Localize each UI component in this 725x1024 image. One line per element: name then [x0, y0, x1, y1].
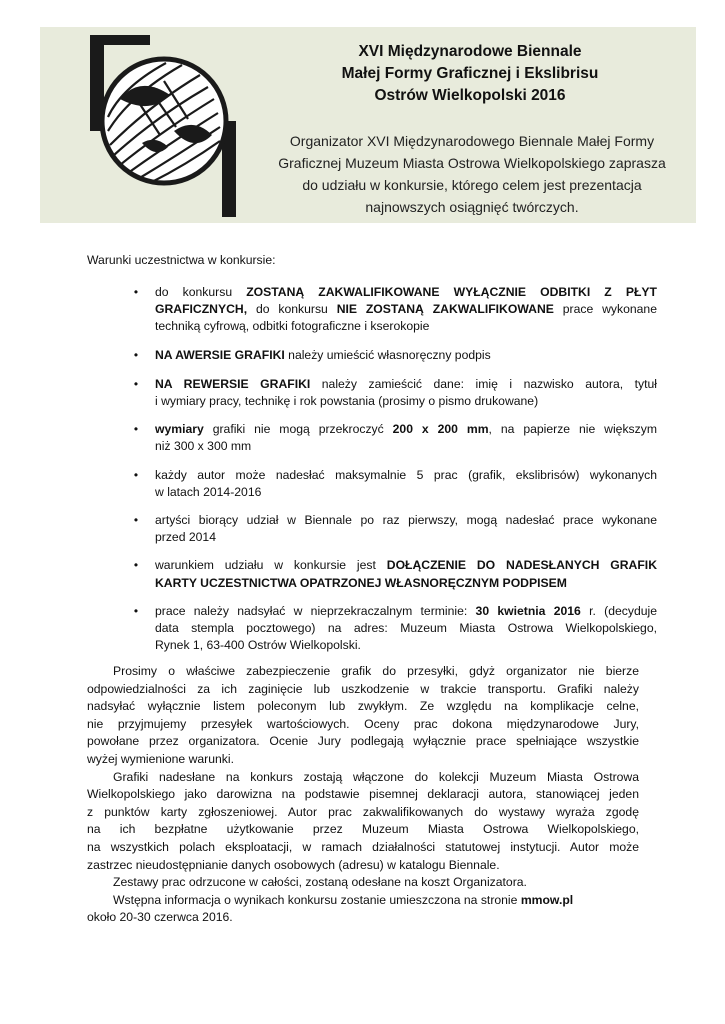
paragraph: Prosimy o właściwe zabezpieczenie grafik do przesyłki, gdyż organizator nie bierze odpowiedzialności za ich zaginięcie lub uszkodzenie w trakcie transportu. Grafiki należy nadsyłać wyłącznie listem poleconym lub zwykłym. Ze względu na komplikacje celne, nie przyjmujemy przesyłek wartościowych. Oceny prac dokona międzynarodowe Jury, powołane przez organizatora. Ocenie Jury podlegają wyłącznie prace spełniające wszystkie wyżej wymienione warunki.	[87, 664, 639, 766]
page-title	[250, 41, 690, 107]
website-link: mmow.pl	[520, 892, 574, 907]
paragraph: Grafiki nadesłane na konkurs zostają włączone do kolekcji Muzeum Miasta Ostrowa Wielkopolskiego jako darowizna na podstawie pisemnej deklaracji autora, stanowiącej jeden z punktów karty zgłoszeniowej. Autor prac zakwalifikowanych do wystawy wyraża zgodę na ich bezpłatne użytkowanie przez Muzeum Miasta Ostrowa Wielkopolskiego, na wszystkich polach eksploatacji, w ramach działalności statutowej instytucji. Autor może zastrzec nieudostępnianie danych osobowych (adresu) w katalogu Biennale.	[87, 769, 639, 872]
bullet-icon: •	[133, 422, 139, 437]
condition-item: • artyści biorący udział w Biennale po raz pierwszy, mogą nadesłać prace wykonane przed 2014	[131, 512, 657, 546]
condition-item: • wymiary grafiki nie mogą przekroczyć 200 x 200 mm, na papierze nie większym niż 300 x 300 mm	[131, 421, 657, 455]
intro-line: najnowszych osiągnięć twórczych.	[365, 199, 579, 215]
conditions-list	[131, 284, 657, 654]
title-line: XVI Międzynarodowe Biennale	[358, 43, 582, 60]
bullet-icon: •	[133, 285, 139, 299]
intro-line: do udziału w konkursie, którego celem jest prezentacja	[302, 177, 642, 193]
bullet-icon: •	[133, 467, 139, 482]
paragraph: Wstępna informacja o wynikach konkursu zostanie umieszczona na stronie mmow.pl około 20-30 czerwca 2016.	[87, 892, 574, 925]
biennale-logo	[90, 35, 238, 217]
intro-line: Organizator XVI Międzynarodowego Biennale Małej Formy	[289, 133, 655, 149]
condition-item: • NA AWERSIE GRAFIKI należy umieścić własnoręczny podpis	[131, 347, 657, 364]
title-line: Ostrów Wielkopolski 2016	[374, 87, 566, 104]
condition-item: • prace należy nadsyłać w nieprzekraczalnym terminie: 30 kwietnia 2016 r. (decyduje data stempla pocztowego) na adres: Muzeum Miasta Ostrowa Wielkopolskiego, Rynek 1, 63-400 Ostrów Wielkopolski.	[131, 603, 657, 655]
paragraph: Zestawy prac odrzucone w całości, zostaną odesłane na koszt Organizatora.	[113, 875, 527, 890]
bullet-icon: •	[133, 347, 139, 362]
bullet-icon: •	[133, 513, 139, 528]
bullet-icon: •	[133, 376, 139, 391]
condition-item: • warunkiem udziału w konkursie jest DOŁĄCZENIE DO NADESŁANYCH GRAFIK KARTY UCZESTNICTWA OPATRZONEJ WŁASNORĘCZNYM PODPISEM	[131, 557, 657, 591]
body-text	[87, 663, 639, 927]
condition-item: • NA REWERSIE GRAFIKI należy zamieścić dane: imię i nazwisko autora, tytuł i wymiary pracy, technikę i rok powstania (prosimy o pismo drukowane)	[131, 376, 657, 410]
title-line: Małej Formy Graficznej i Ekslibrisu	[341, 65, 599, 82]
bullet-icon: •	[133, 558, 139, 573]
conditions-heading: Warunki uczestnictwa w konkursie:	[87, 253, 276, 267]
header-banner	[40, 27, 696, 223]
intro-text	[252, 130, 692, 218]
bullet-icon: •	[133, 603, 139, 618]
intro-line: Graficznej Muzeum Miasta Ostrowa Wielkopolskiego zaprasza	[278, 155, 666, 171]
condition-item: • każdy autor może nadesłać maksymalnie 5 prac (grafik, ekslibrisów) wykonanych w latach 2014-2016	[131, 467, 657, 501]
condition-item: • do konkursu ZOSTANĄ ZAKWALIFIKOWANE WYŁĄCZNIE ODBITKI Z PŁYT GRAFICZNYCH, do konkursu NIE ZOSTANĄ ZAKWALIFIKOWANE prace wykonane techniką cyfrową, odbitki fotograficzne i kserokopie	[131, 284, 657, 336]
